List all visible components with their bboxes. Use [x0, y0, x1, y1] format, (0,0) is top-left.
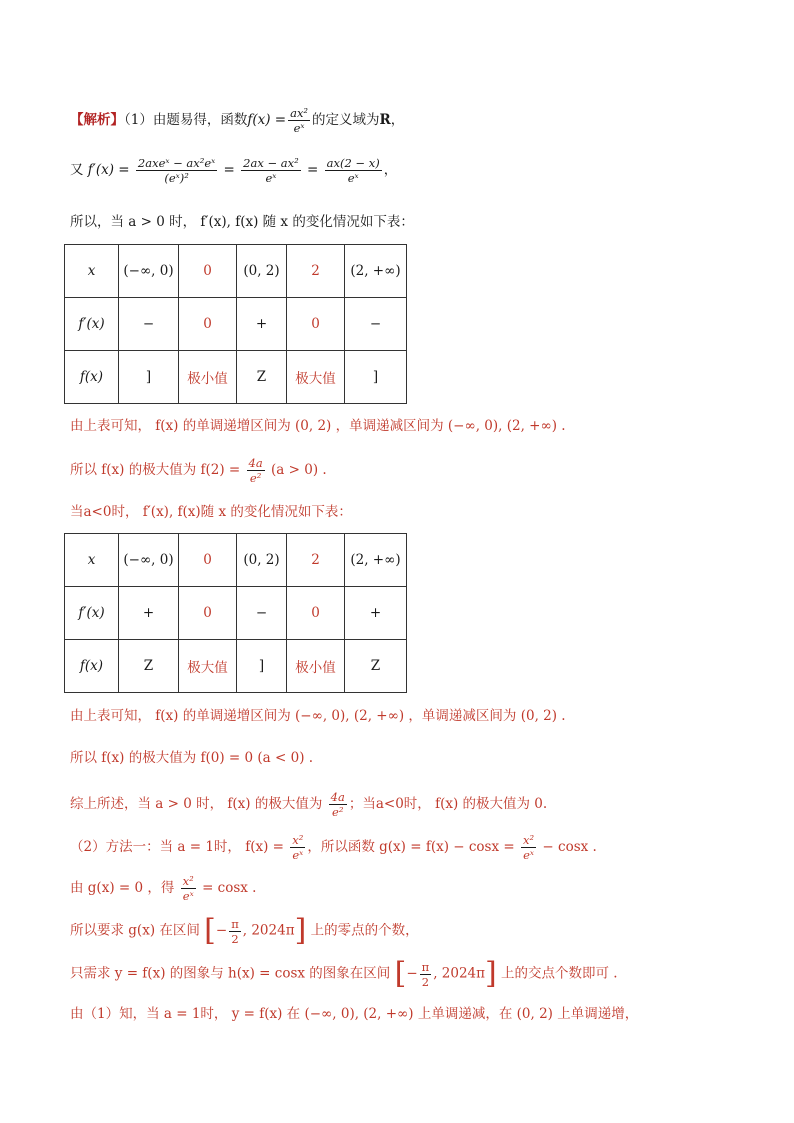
summary-fraction: $\frac{4a}{\text{e²}}$: [330, 790, 345, 819]
left-bracket-icon: [: [394, 956, 407, 991]
part2-fraction-3: $\frac{\text{x²}}{\text{eˣ}}$: [182, 874, 194, 903]
derivative-fraction-3: $\frac{ax(2 - x)}{\text{eˣ}}$: [326, 156, 380, 185]
domain-text: 的定义域为: [312, 112, 380, 128]
solution-header-line: 【解析】（1）由题易得，函数f(x) = $\frac{\text{ax²}}{\text{eˣ}}$ 的定义域为R，: [70, 106, 405, 135]
right-bracket-icon: ]: [294, 913, 307, 948]
part2-line-2: 由 g(x) = 0 ，得 $\frac{\text{x²}}{\text{eˣ}}$ = cosx .: [70, 874, 257, 903]
table-row: x (−∞, 0) 0 (0, 2) 2 (2, +∞): [65, 245, 407, 298]
part2-line-4: 只需求 y = f(x) 的图象与 h(x) = cosx 的图象在区间 [− $\frac{\pi}{2}$ , 2024π] 上的交点个数即可 .: [70, 956, 618, 991]
variation-table-neg: [64, 533, 407, 693]
case-neg-max: 所以 f(x) 的极大值为 f(0) = 0 (a < 0) .: [70, 750, 314, 766]
part2-fraction-2: $\frac{\text{x²}}{\text{eˣ}}$: [523, 833, 535, 862]
fx-definition: f(x) =: [247, 112, 287, 128]
fx-fraction: $\frac{\text{ax²}}{\text{eˣ}}$: [290, 106, 309, 135]
case-pos-conclusion: 由上表可知， f(x) 的单调递增区间为 (0, 2) ，单调递减区间为 (−∞, 0), (2, +∞) .: [70, 418, 566, 434]
pi-half-fraction: $\frac{\pi}{2}$: [231, 916, 239, 946]
left-bracket-icon: [: [204, 913, 216, 948]
domain-R: R: [379, 112, 391, 128]
variation-table-pos: [64, 244, 407, 404]
max-fraction: $\frac{4a}{\text{e²}}$: [248, 456, 263, 485]
derivative-fraction-1: $\frac{\text{2axeˣ − ax²eˣ}}{\text{(eˣ)²}}$: [137, 156, 216, 185]
table-row: x (−∞, 0) 0 (0, 2) 2 (2, +∞): [65, 534, 407, 587]
derivative-lhs: f′(x) =: [87, 162, 130, 178]
part2-fraction-1: $\frac{\text{x²}}{\text{eˣ}}$: [292, 833, 304, 862]
part2-line-3: 所以要求 g(x) 在区间 [− $\frac{\pi}{2}$ , 2024π] 上的零点的个数，: [70, 913, 419, 948]
case-neg-intro: 当a<0时， f′(x), f(x)随 x 的变化情况如下表：: [70, 504, 352, 520]
solution-tag: 【解析】: [70, 112, 124, 128]
case-neg-conclusion: 由上表可知， f(x) 的单调递增区间为 (−∞, 0), (2, +∞) ，单调递减区间为 (0, 2) .: [70, 708, 566, 724]
case-pos-max: 所以 f(x) 的极大值为 f(2) = $\frac{4a}{\text{e²}}$ (a > 0) .: [70, 456, 327, 485]
table-row: f′(x) + 0 − 0 +: [65, 587, 407, 640]
case-pos-intro: 所以，当 a > 0 时， f′(x), f(x) 随 x 的变化情况如下表：: [70, 214, 414, 230]
table-row: f(x) ] 极小值 Z 极大值 ]: [65, 351, 407, 404]
table-row: f′(x) − 0 + 0 −: [65, 298, 407, 351]
part1-intro: （1）由题易得，函数: [124, 112, 248, 128]
part2-line-5: 由（1）知，当 a = 1时， y = f(x) 在 (−∞, 0), (2, +∞) 上单调递减，在 (0, 2) 上单调递增，: [70, 1006, 639, 1022]
pi-half-fraction: $\frac{\pi}{2}$: [421, 959, 430, 989]
summary-line: 综上所述，当 a > 0 时， f(x) 的极大值为 $\frac{4a}{\text{e²}}$ ；当a<0时， f(x) 的极大值为 0.: [70, 790, 548, 819]
derivative-fraction-2: $\frac{\text{2ax − ax²}}{\text{eˣ}}$: [243, 156, 299, 185]
derivative-line: 又 f′(x) = $\frac{\text{2axeˣ − ax²eˣ}}{\text{(eˣ)²}}$ = $\frac{\text{2ax − ax²}}{\text{eˣ}}$ = $\frac{ax(2 - x)}{\text{eˣ}}$ ，: [70, 156, 398, 185]
table-row: f(x) Z 极大值 ] 极小值 Z: [65, 640, 407, 693]
right-bracket-icon: ]: [485, 956, 497, 991]
part2-line-1: （2）方法一：当 a = 1时， f(x) = $\frac{\text{x²}}{\text{eˣ}}$ ，所以函数 g(x) = f(x) − cosx = $\frac{\text{x²}}{\text{eˣ}}$ − cosx .: [70, 833, 597, 862]
